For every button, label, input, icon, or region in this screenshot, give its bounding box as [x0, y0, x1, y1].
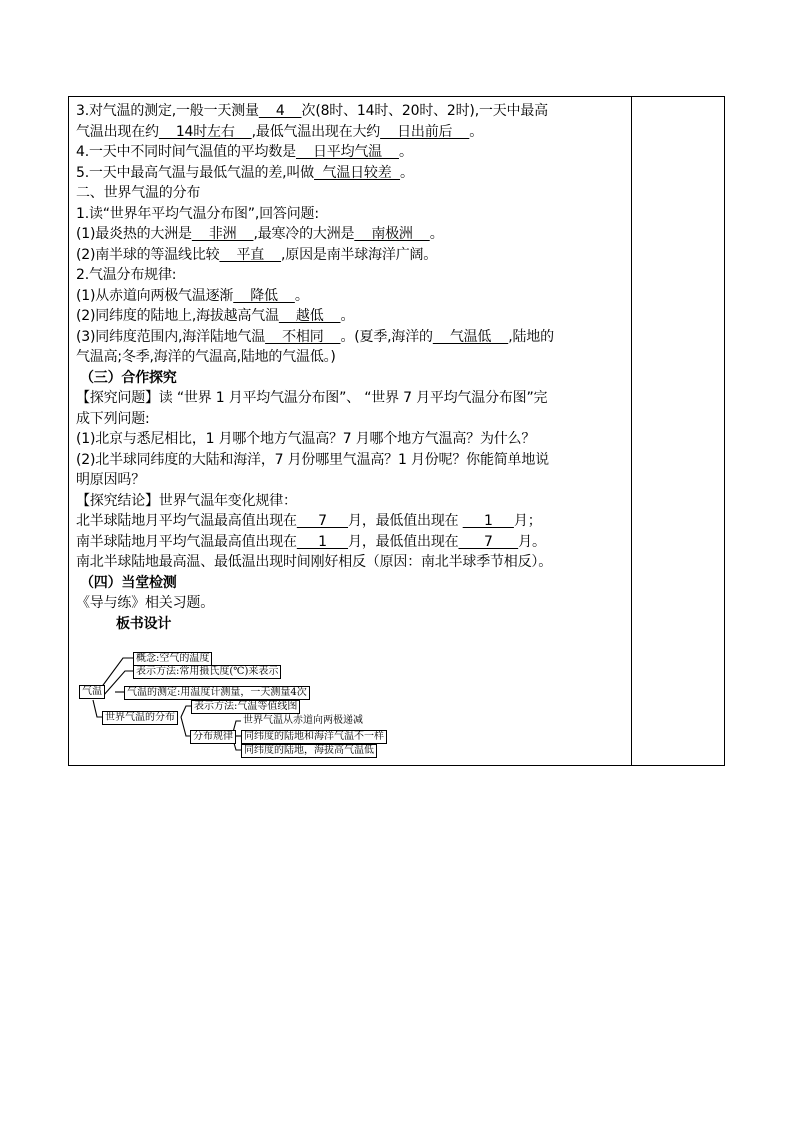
text-line	[76, 347, 628, 368]
text-line	[76, 552, 628, 573]
diagram-representation: 表示方法:常用摄氏度(℃)来表示	[133, 665, 281, 679]
text-segment: （四）当堂检测	[80, 574, 177, 591]
text-segment: (2)同纬度的陆地上,海拔越高气温	[76, 308, 279, 324]
diagram-pattern: 分布规律	[190, 730, 236, 744]
text-segment: 《导与练》相关习题。	[76, 595, 214, 611]
lesson-table	[68, 96, 725, 766]
text-segment: 3.对气温的测定,一般一天测量	[76, 103, 259, 119]
text-segment: 成下列问题:	[76, 410, 150, 427]
text-segment: 气温出现在约	[76, 123, 159, 140]
text-segment: 。	[398, 144, 413, 160]
text-line	[76, 409, 628, 430]
text-segment: 。(夏季,海洋的	[340, 328, 433, 345]
text-line	[76, 122, 628, 143]
diagram-rule-1: 世界气温从赤道向两极递减	[243, 715, 363, 726]
text-line	[76, 306, 628, 327]
fill-in-answer: 南极洲	[354, 226, 430, 242]
text-segment: 月，最低值出现在	[348, 533, 459, 550]
text-line	[76, 101, 628, 122]
text-segment: 板书设计	[116, 615, 172, 632]
text-line	[76, 470, 628, 491]
diagram-concept: 概念:空气的温度	[133, 652, 212, 666]
diagram-root: 气温	[79, 685, 105, 699]
fill-in-answer: 4	[258, 103, 302, 119]
text-line	[76, 224, 628, 245]
fill-in-answer: 14时左右	[158, 123, 252, 140]
diagram-rule-3: 同纬度的陆地，海拔高气温低	[241, 744, 377, 758]
text-line	[76, 532, 628, 553]
text-segment: 气温高;冬季,海洋的气温高,陆地的气温低。)	[76, 349, 336, 365]
text-line	[76, 429, 628, 450]
text-segment: (1)最炎热的大洲是	[76, 226, 192, 242]
text-segment: （三）合作探究	[80, 369, 177, 386]
diagram-measurement: 气温的测定:用温度计测量，一天测量4次	[124, 686, 310, 700]
text-line	[76, 163, 628, 184]
diagram-distribution: 世界气温的分布	[102, 711, 178, 725]
fill-in-answer: 越低	[278, 308, 341, 324]
text-segment: (2)南半球的等温线比较	[76, 246, 220, 263]
text-line	[76, 183, 628, 204]
diagram-dist-representation: 表示方法:气温等值线图	[191, 700, 300, 714]
text-segment: 1.读“世界年平均气温分布图”,回答问题:	[76, 205, 319, 222]
text-line	[76, 327, 628, 348]
text-line	[76, 142, 628, 163]
fill-in-answer: 平直	[219, 246, 282, 263]
text-line	[76, 245, 628, 266]
text-segment: 明原因吗？	[76, 472, 145, 488]
fill-in-answer: 降低	[233, 287, 295, 304]
text-segment: (1)北京与悉尼相比，1 月哪个地方气温高？7 月哪个地方气温高？为什么？	[76, 431, 536, 447]
text-segment: 。	[429, 226, 444, 242]
fill-in-answer: 气温日较差	[314, 164, 401, 181]
text-segment: (3)同纬度范围内,海洋陆地气温	[76, 328, 266, 345]
text-segment: 南半球陆地月平均气温最高值出现在	[76, 533, 297, 550]
text-segment: 月，最低值出现在	[348, 513, 463, 529]
text-segment: 。	[340, 308, 355, 324]
text-line	[76, 511, 628, 532]
lesson-content	[76, 101, 628, 634]
text-line	[76, 614, 628, 635]
text-segment: 。	[469, 123, 484, 140]
text-segment: 【探究问题】读 “世界 1 月平均气温分布图”、 “世界 7 月平均气温分布图”完	[76, 390, 548, 406]
diagram-rule-2: 同纬度的陆地和海洋气温不一样	[241, 730, 387, 744]
text-segment: ,原因是南半球海洋广阔。	[281, 246, 438, 263]
text-segment: ,最低气温出现在大约	[251, 123, 381, 140]
fill-in-answer: 1	[462, 513, 514, 529]
fill-in-answer: 日出前后	[380, 123, 470, 140]
text-segment: 。	[400, 164, 414, 181]
text-segment: 次(8时、14时、20时、2时),一天中最高	[301, 103, 548, 119]
fill-in-answer: 日平均气温	[295, 144, 399, 160]
column-divider	[631, 97, 632, 765]
fill-in-answer: 气温低	[432, 328, 509, 345]
text-segment: 二、世界气温的分布	[76, 185, 201, 201]
text-segment: (2)北半球同纬度的大陆和海洋，7 月份哪里气温高？1 月份呢？你能简单地说	[76, 451, 549, 468]
text-line	[76, 286, 628, 307]
text-line	[76, 450, 628, 471]
fill-in-answer: 非洲	[191, 226, 254, 242]
blackboard-diagram	[75, 650, 385, 762]
text-segment: 。	[294, 287, 309, 304]
text-line	[76, 593, 628, 614]
text-line	[76, 573, 628, 594]
fill-in-answer: 7	[296, 513, 349, 529]
text-line	[76, 368, 628, 389]
text-segment: 5.一天中最高气温与最低气温的差,叫做	[76, 164, 315, 181]
text-segment: 北半球陆地月平均气温最高值出现在	[76, 513, 297, 529]
text-segment: 月；	[513, 513, 542, 529]
text-segment: ,最寒冷的大洲是	[253, 226, 355, 242]
text-segment: 2.气温分布规律:	[76, 267, 177, 283]
text-segment: 4.一天中不同时间气温值的平均数是	[76, 144, 296, 160]
fill-in-answer: 7	[458, 533, 519, 550]
text-line	[76, 491, 628, 512]
text-line	[76, 265, 628, 286]
text-line	[76, 388, 628, 409]
text-segment: 【探究结论】世界气温年变化规律：	[76, 492, 297, 509]
text-segment: 月。	[518, 533, 546, 550]
fill-in-answer: 1	[296, 533, 349, 550]
text-segment: (1)从赤道向两极气温逐渐	[76, 287, 234, 304]
fill-in-answer: 不相同	[265, 328, 341, 345]
text-segment: 南北半球陆地最高温、最低温出现时间刚好相反（原因：南北半球季节相反）。	[76, 554, 552, 570]
text-segment: ,陆地的	[508, 328, 554, 345]
text-line	[76, 204, 628, 225]
